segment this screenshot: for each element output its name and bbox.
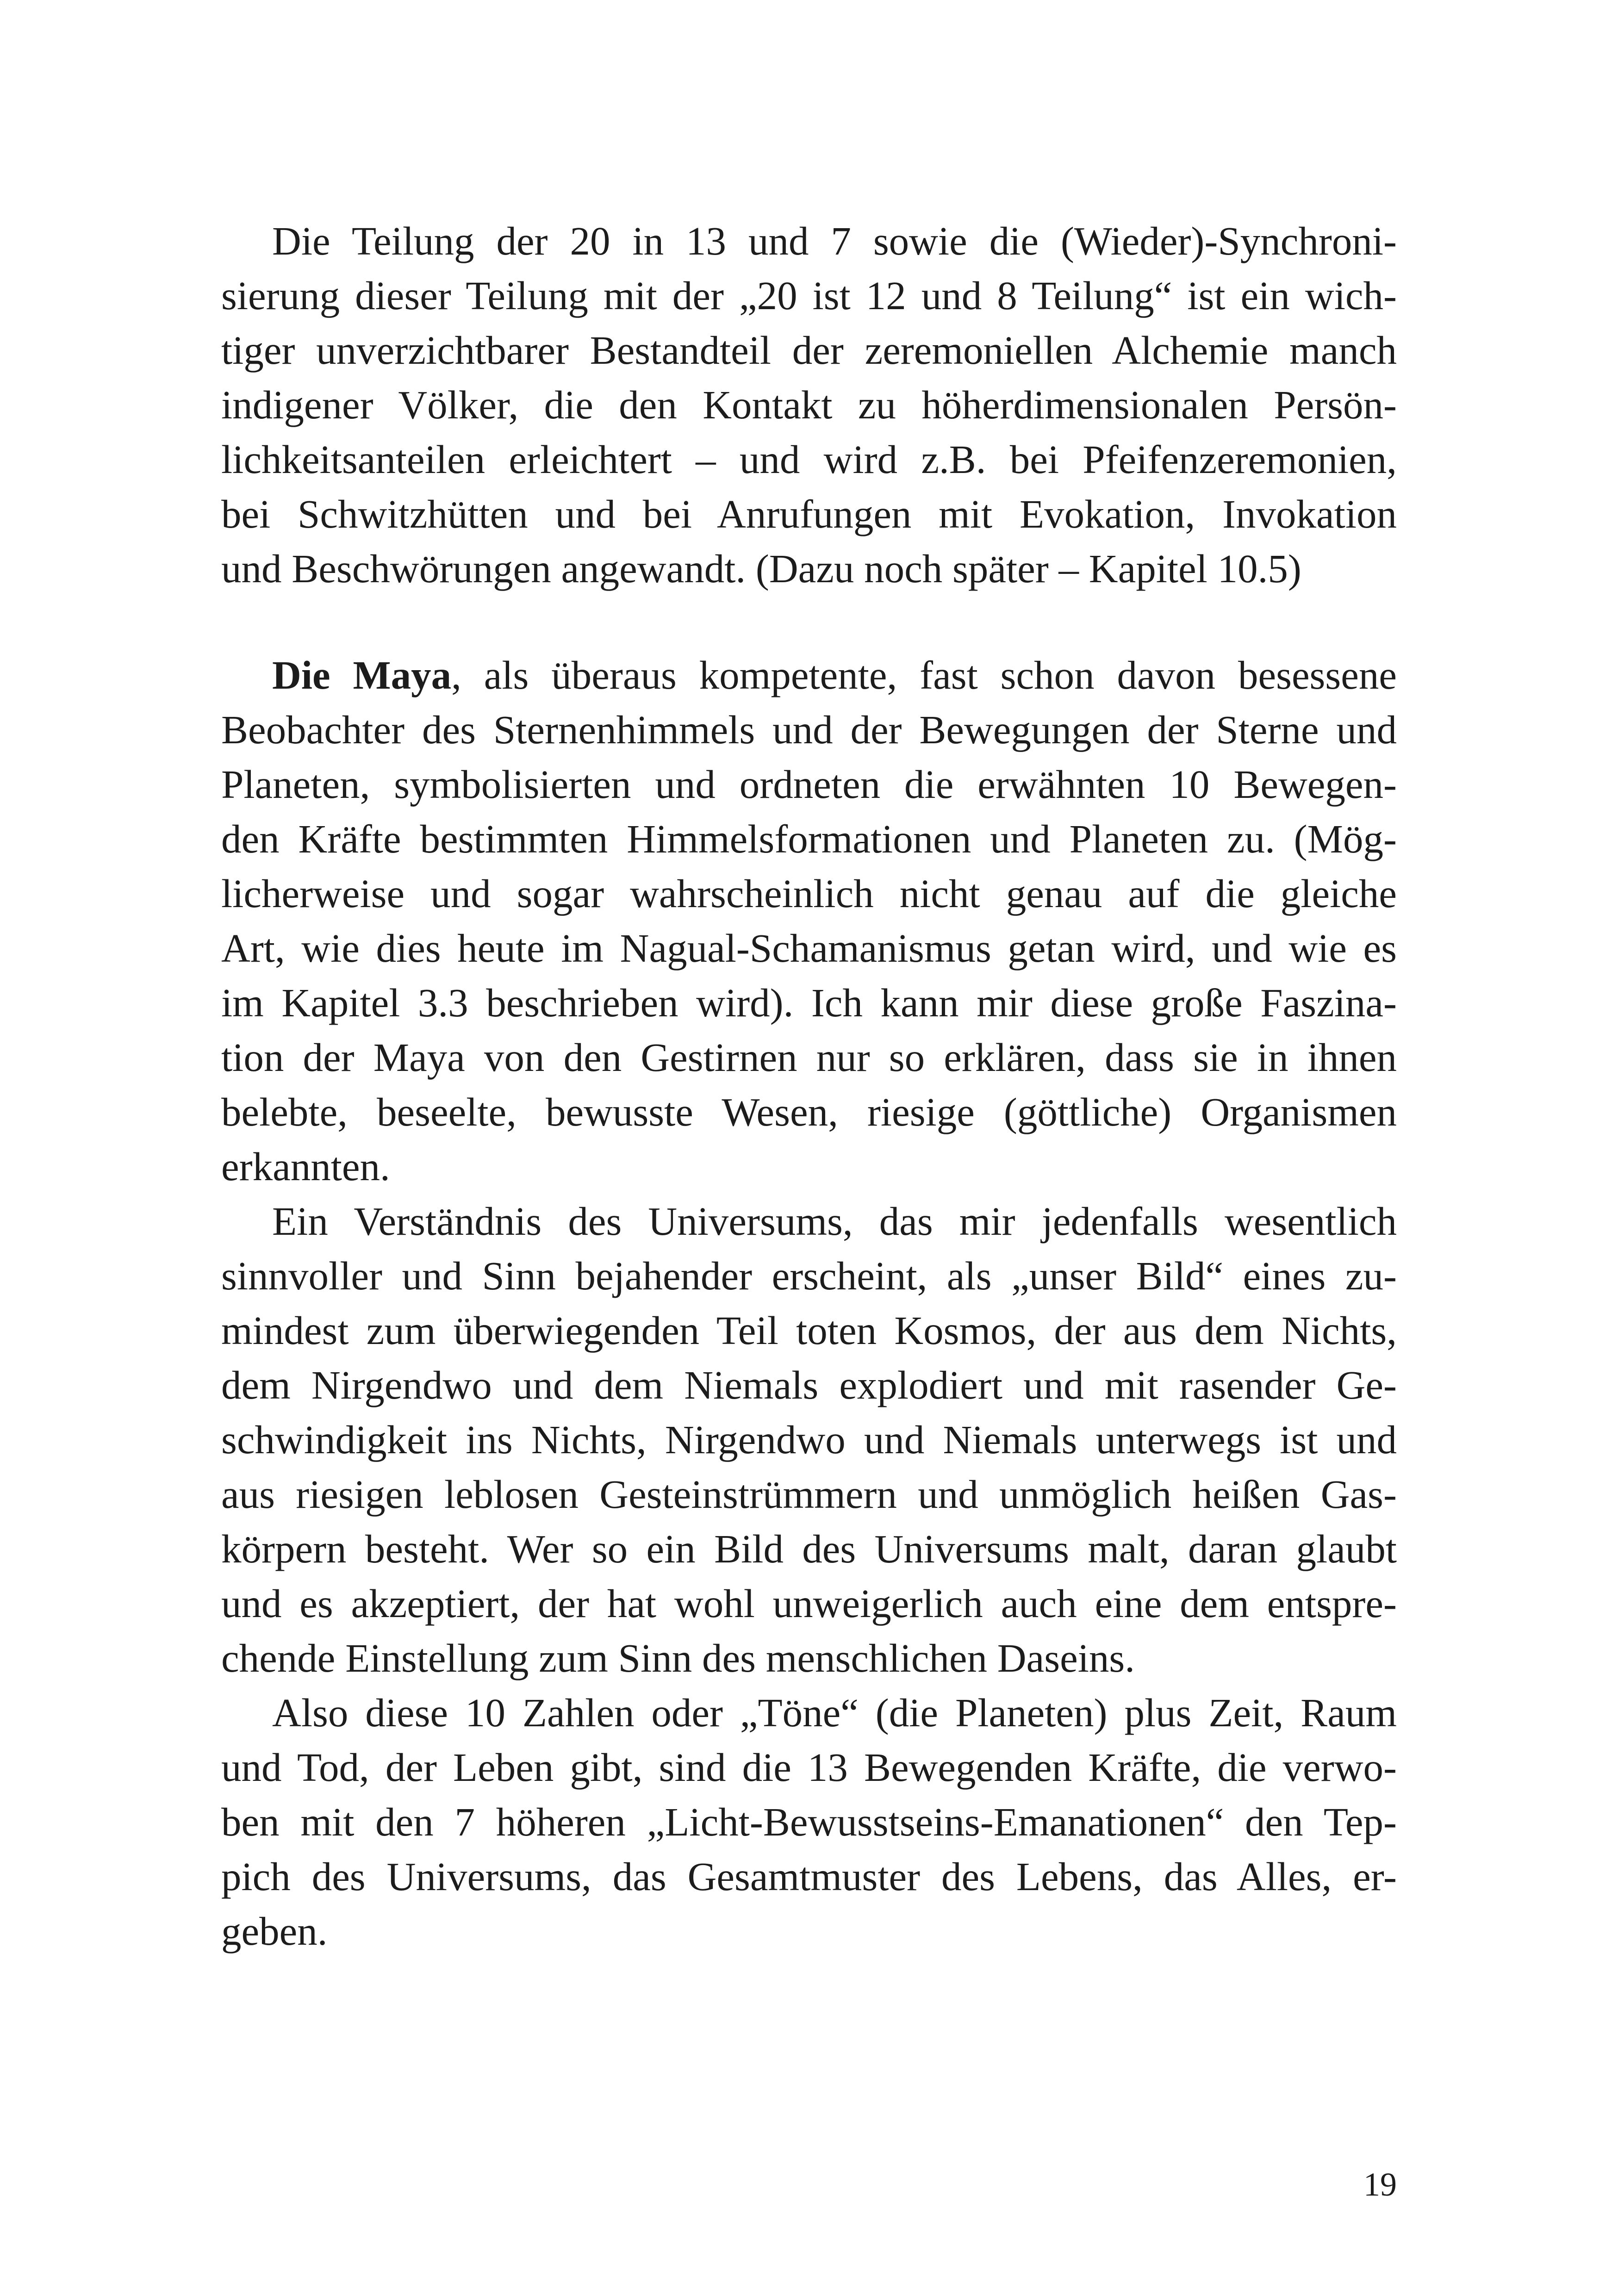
text-line: ben mit den 7 höheren „Licht-Bewusstseins-Emanationen“ den Tep- bbox=[221, 1799, 1397, 1844]
text-line: pich des Universums, das Gesamtmuster des Lebens, das Alles, er- bbox=[221, 1854, 1397, 1899]
text-line: und Tod, der Leben gibt, sind die 13 Bewegenden Kräfte, die verwo- bbox=[221, 1745, 1397, 1790]
text-line: den Kräfte bestimmten Himmelsformationen und Planeten zu. (Mög- bbox=[221, 816, 1397, 861]
paragraph-3 bbox=[221, 1194, 1397, 1686]
text-line: und Beschwörungen angewandt. (Dazu noch später – Kapitel 10.5) bbox=[221, 546, 1301, 591]
text-line: erkannten. bbox=[221, 1144, 390, 1189]
text-line: belebte, beseelte, bewusste Wesen, riesige (göttliche) Organismen bbox=[221, 1089, 1397, 1134]
text-line: mindest zum überwiegenden Teil toten Kosmos, der aus dem Nichts, bbox=[221, 1308, 1397, 1353]
text-line bbox=[221, 648, 1397, 703]
text-line: Die Teilung der 20 in 13 und 7 sowie die (Wieder)-Synchroni- bbox=[272, 218, 1397, 263]
text-line: im Kapitel 3.3 beschrieben wird). Ich kann mir diese große Faszina- bbox=[221, 980, 1397, 1025]
text-line: Planeten, symbolisierten und ordneten die erwähnten 10 Bewegen- bbox=[221, 762, 1397, 807]
paragraph-4 bbox=[221, 1686, 1397, 1959]
text-line: aus riesigen leblosen Gesteinstrümmern und unmöglich heißen Gas- bbox=[221, 1472, 1397, 1517]
paragraph-2 bbox=[221, 648, 1397, 1194]
text-line: körpern besteht. Wer so ein Bild des Universums malt, daran glaubt bbox=[221, 1526, 1397, 1571]
text-line: bei Schwitzhütten und bei Anrufungen mit Evokation, Invokation bbox=[221, 492, 1397, 536]
text-line: und es akzeptiert, der hat wohl unweigerlich auch eine dem entspre- bbox=[221, 1581, 1397, 1626]
text-line: lichkeitsanteilen erleichtert – und wird z.B. bei Pfeifenzeremonien, bbox=[221, 437, 1397, 482]
text-fragment: , als überaus kompetente, fast schon davon besessene bbox=[451, 653, 1397, 697]
text-line: geben. bbox=[221, 1909, 328, 1954]
text-line: Art, wie dies heute im Nagual-Schamanismus getan wird, und wie es bbox=[221, 926, 1397, 971]
text-line: sierung dieser Teilung mit der „20 ist 12 und 8 Teilung“ ist ein wich- bbox=[221, 273, 1397, 318]
text-line: chende Einstellung zum Sinn des menschlichen Daseins. bbox=[221, 1636, 1135, 1680]
text-line: sinnvoller und Sinn bejahender erscheint, als „unser Bild“ eines zu- bbox=[221, 1253, 1397, 1298]
bold-lead-term: Die Maya bbox=[272, 653, 452, 697]
text-line: licherweise und sogar wahrscheinlich nicht genau auf die gleiche bbox=[221, 871, 1397, 916]
text-line: dem Nirgendwo und dem Niemals explodiert und mit rasender Ge- bbox=[221, 1363, 1397, 1407]
text-line: Beobachter des Sternenhimmels und der Bewegungen der Sterne und bbox=[221, 707, 1397, 752]
page-number: 19 bbox=[1363, 2166, 1397, 2203]
text-line: Ein Verständnis des Universums, das mir jedenfalls wesentlich bbox=[272, 1199, 1397, 1244]
text-line: indigener Völker, die den Kontakt zu höherdimensionalen Persön- bbox=[221, 382, 1397, 427]
paragraph-gap bbox=[221, 596, 1397, 648]
text-line: tion der Maya von den Gestirnen nur so erklären, dass sie in ihnen bbox=[221, 1035, 1397, 1080]
text-line: Also diese 10 Zahlen oder „Töne“ (die Planeten) plus Zeit, Raum bbox=[272, 1690, 1397, 1735]
body-text bbox=[221, 214, 1397, 1959]
text-line: schwindigkeit ins Nichts, Nirgendwo und Niemals unterwegs ist und bbox=[221, 1417, 1397, 1462]
text-line: tiger unverzichtbarer Bestandteil der zeremoniellen Alchemie manch bbox=[221, 328, 1397, 373]
paragraph-1 bbox=[221, 214, 1397, 596]
